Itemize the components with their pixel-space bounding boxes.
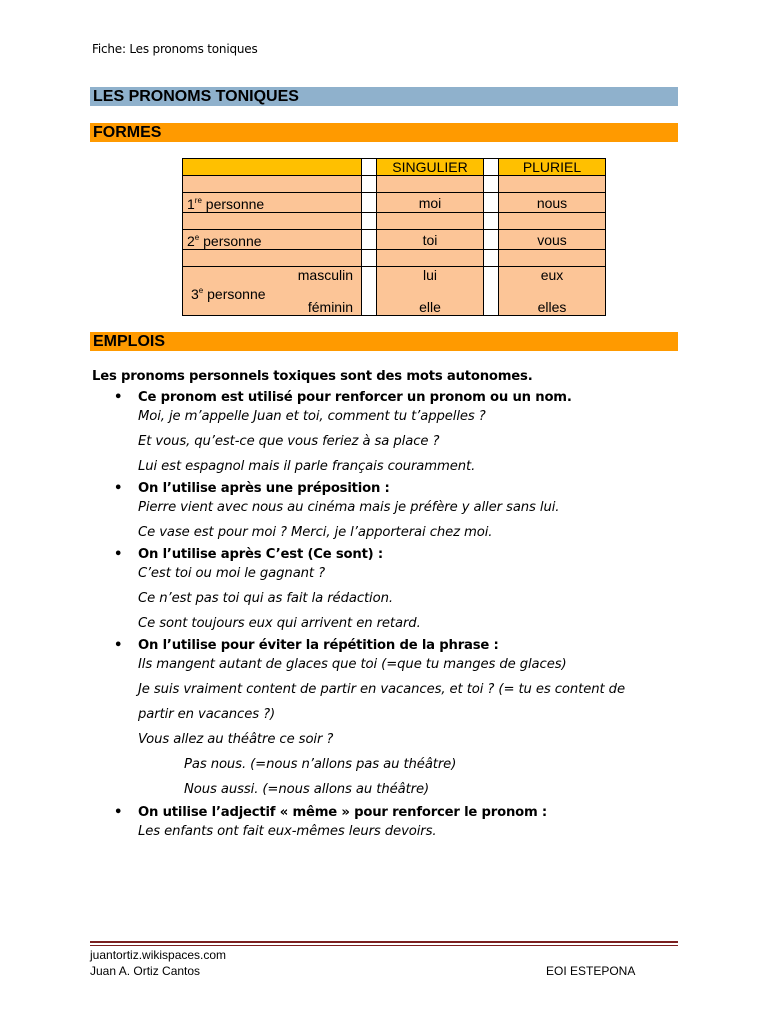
example-line: Moi, je m’appelle Juan et toi, comment tu t’appelles ? (138, 409, 486, 424)
example-line: Je suis vraiment content de partir en vacances, et toi ? (= tu es content de (138, 682, 625, 697)
example-line: Les enfants ont fait eux-mêmes leurs devoirs. (138, 824, 437, 839)
pronoun-forms-table (182, 158, 606, 316)
footer-rule-thin (90, 945, 678, 946)
formes-heading: FORMES (90, 123, 678, 142)
third-person-text (191, 283, 266, 302)
person-number: 3 (191, 286, 199, 302)
bullet-icon: • (114, 481, 123, 496)
example-line: Vous allez au théâtre ce soir ? (138, 732, 334, 747)
table-row-3rd-person (183, 267, 606, 316)
footer-website: juantortiz.wikispaces.com (90, 948, 227, 962)
example-line: Nous aussi. (=nous allons au théâtre) (184, 782, 430, 797)
third-singular-stack (381, 267, 479, 315)
person-number: 2 (187, 233, 195, 249)
section-renforcer (92, 388, 682, 476)
first-person-label (183, 193, 362, 213)
bullet-icon: • (114, 638, 123, 653)
table-gap (362, 159, 377, 176)
table-header-row (183, 159, 606, 176)
table-spacer-row (183, 213, 606, 230)
table-gap (362, 193, 377, 213)
table-spacer-row (183, 250, 606, 267)
table-gap (484, 230, 499, 250)
example-line: Lui est espagnol mais il parle français couramment. (138, 459, 476, 474)
bullet-icon: • (114, 805, 123, 820)
table-gap (484, 267, 499, 316)
table-cell (377, 176, 484, 193)
section-preposition (92, 479, 682, 542)
pronoun-eux: eux (540, 267, 564, 283)
example-line: C’est toi ou moi le gagnant ? (138, 566, 325, 581)
pronoun-elle: elle (419, 299, 441, 315)
section-heading: Ce pronom est utilisé pour renforcer un pronom ou un nom. (138, 390, 572, 405)
table-cell (377, 213, 484, 230)
section-heading: On l’utilise pour éviter la répétition de la phrase : (138, 638, 499, 653)
section-heading: On l’utilise après C’est (Ce sont) : (138, 547, 383, 562)
example-line: partir en vacances ?) (138, 707, 276, 722)
table-gap (362, 176, 377, 193)
example-line: Et vous, qu’est-ce que vous feriez à sa place ? (138, 434, 440, 449)
section-heading: On utilise l’adjectif « même » pour renforcer le pronom : (138, 805, 548, 820)
table-cell (183, 213, 362, 230)
example-line: Ce vase est pour moi ? Merci, je l’apporterai chez moi. (138, 525, 493, 540)
third-person-cell (187, 267, 357, 315)
emplois-content (92, 367, 682, 841)
example-line: Pierre vient avec nous au cinéma mais je préfère y aller sans lui. (138, 500, 560, 515)
table-cell (183, 176, 362, 193)
table-cell (499, 213, 606, 230)
pronoun-nous: nous (499, 193, 606, 213)
example-line: Ce n’est pas toi qui as fait la rédaction. (138, 591, 393, 606)
running-header: Fiche: Les pronoms toniques (92, 42, 258, 56)
person-word: personne (203, 286, 266, 302)
person-word: personne (199, 233, 262, 249)
table-cell (183, 250, 362, 267)
table-gap (484, 250, 499, 267)
table-header-singulier: SINGULIER (377, 159, 484, 176)
pronoun-toi: toi (377, 230, 484, 250)
bullet-icon: • (114, 547, 123, 562)
table-gap (362, 213, 377, 230)
person-number: 1 (187, 196, 195, 212)
masculin-label: masculin (297, 267, 353, 283)
table-gap (484, 159, 499, 176)
table-gap (362, 267, 377, 316)
pronoun-vous: vous (499, 230, 606, 250)
third-singular-cell (377, 267, 484, 316)
example-line: Ce sont toujours eux qui arrivent en retard. (138, 616, 421, 631)
feminin-label: féminin (307, 299, 353, 315)
section-cest (92, 545, 682, 633)
bullet-icon: • (114, 390, 123, 405)
person-ordinal: e (198, 286, 204, 295)
third-plural-stack (503, 267, 601, 315)
second-person-label (183, 230, 362, 250)
table-spacer-row (183, 176, 606, 193)
table-cell (499, 250, 606, 267)
table-header-blank (183, 159, 362, 176)
footer-author: Juan A. Ortiz Cantos (90, 964, 201, 978)
table-cell (499, 176, 606, 193)
pronoun-lui: lui (422, 267, 437, 283)
example-line: Pas nous. (=nous n’allons pas au théâtre) (184, 757, 457, 772)
table-gap (362, 230, 377, 250)
table-gap (484, 213, 499, 230)
third-person-label (183, 267, 362, 316)
pronoun-moi: moi (377, 193, 484, 213)
section-meme (92, 803, 682, 841)
emplois-heading: EMPLOIS (90, 332, 678, 351)
table-row-1st-person (183, 193, 606, 213)
example-line: Ils mangent autant de glaces que toi (=que tu manges de glaces) (138, 657, 567, 672)
footer-school: EOI ESTEPONA (546, 964, 636, 978)
person-ordinal: e (194, 233, 200, 242)
table-header-pluriel: PLURIEL (499, 159, 606, 176)
table-cell (377, 250, 484, 267)
pronoun-elles: elles (537, 299, 567, 315)
table-gap (484, 193, 499, 213)
footer-rule (90, 941, 678, 943)
table-row-2nd-person (183, 230, 606, 250)
table-gap (362, 250, 377, 267)
emplois-intro: Les pronoms personnels toxiques sont des mots autonomes. (92, 369, 533, 384)
person-word: personne (201, 196, 265, 212)
title-band: LES PRONOMS TONIQUES (90, 87, 678, 106)
table-gap (484, 176, 499, 193)
section-heading: On l’utilise après une préposition : (138, 481, 390, 496)
third-plural-cell (499, 267, 606, 316)
person-ordinal: re (194, 196, 202, 205)
section-repetition (92, 636, 682, 799)
